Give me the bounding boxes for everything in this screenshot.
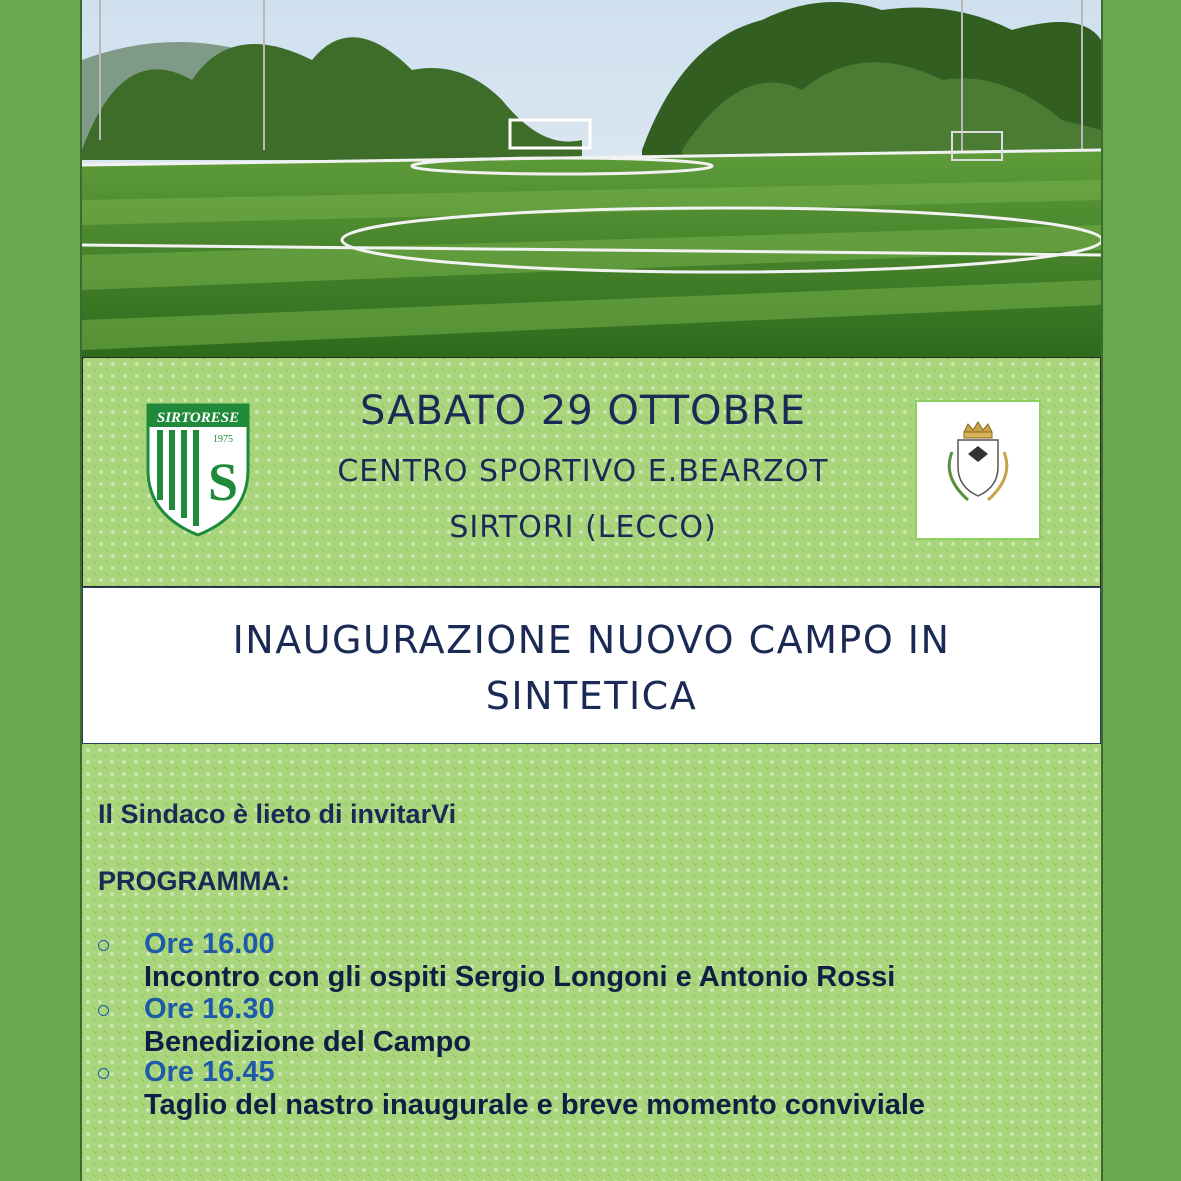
poster-content — [82, 0, 1101, 1181]
invitation-text: Il Sindaco è lieto di invitarVi — [98, 799, 457, 829]
program-section — [82, 744, 1101, 1181]
svg-text:S: S — [207, 452, 239, 512]
event-date: SABATO 29 OTTOBRE — [359, 388, 807, 434]
sirtorese-club-logo — [143, 400, 253, 540]
event-title: INAUGURAZIONE NUOVO CAMPO IN SINTETICA — [232, 618, 951, 718]
left-border — [0, 0, 82, 1181]
event-location: SIRTORI (LECCO) — [449, 510, 717, 545]
circle-bullet-icon — [98, 1068, 109, 1079]
event-info-text — [263, 388, 903, 556]
right-border — [1101, 0, 1181, 1181]
circle-bullet-icon — [98, 1005, 109, 1016]
program-desc: Benedizione del Campo — [144, 1026, 472, 1058]
circle-bullet-icon — [98, 940, 109, 951]
event-venue: CENTRO SPORTIVO E.BEARZOT — [337, 454, 829, 489]
svg-text:1975: 1975 — [213, 434, 233, 445]
program-time: Ore 16.45 — [144, 1056, 275, 1088]
event-info-band — [82, 357, 1101, 587]
town-coat-of-arms — [915, 400, 1041, 540]
program-time: Ore 16.00 — [144, 928, 275, 960]
program-desc: Incontro con gli ospiti Sergio Longoni e Antonio Rossi — [144, 961, 896, 993]
pitch-photo — [82, 0, 1101, 357]
program-heading: PROGRAMMA: — [98, 866, 290, 896]
program-desc: Taglio del nastro inaugurale e breve momento conviviale — [144, 1089, 926, 1121]
event-title-box — [82, 587, 1101, 744]
program-time: Ore 16.30 — [144, 993, 275, 1025]
svg-text:SIRTORESE: SIRTORESE — [156, 410, 240, 426]
